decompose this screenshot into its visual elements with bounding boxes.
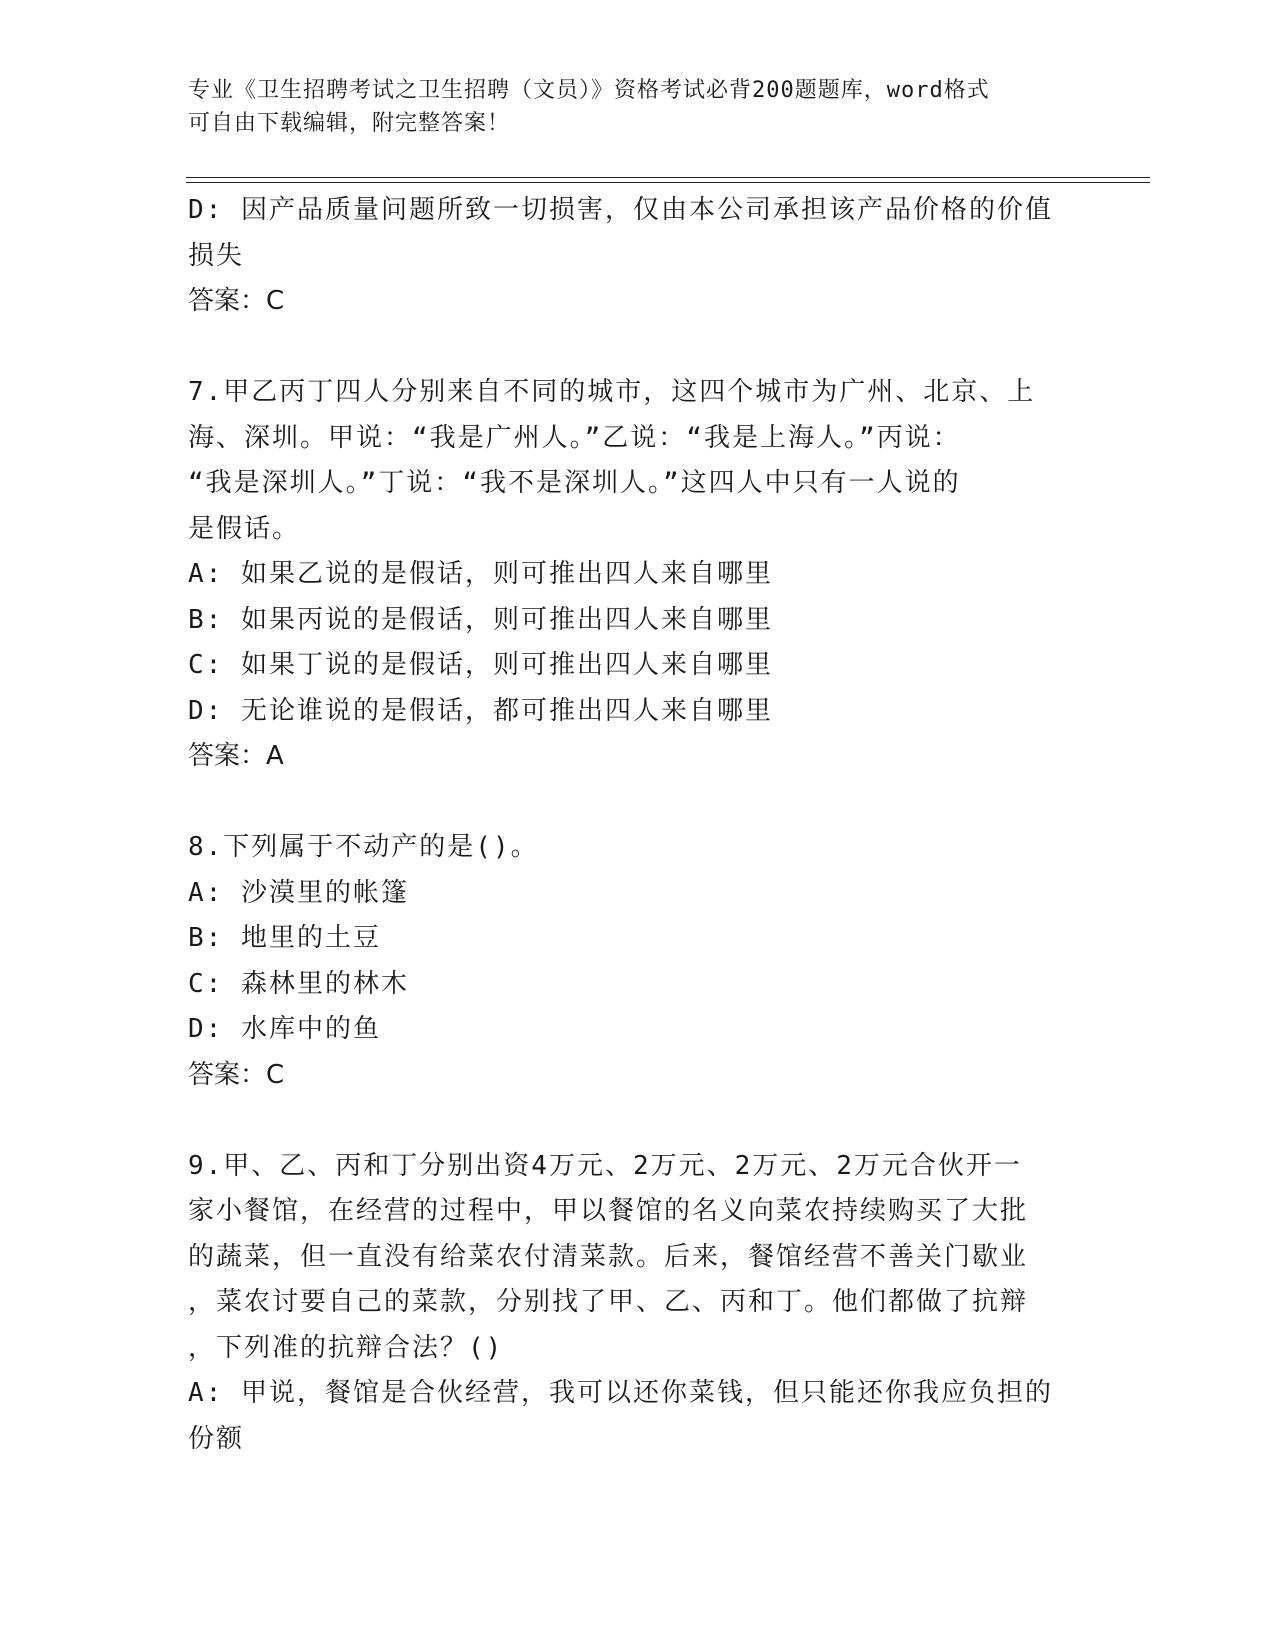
option-b: B: 如果丙说的是假话，则可推出四人来自哪里 <box>188 604 773 635</box>
question-8 <box>188 825 1088 1098</box>
option-a: A: 沙漠里的帐篷 <box>188 877 409 908</box>
option-d-line-1: D: 因产品质量问题所致一切损害，仅由本公司承担该产品价格的价值 <box>188 195 1053 225</box>
document-header <box>188 74 1068 140</box>
question-stem-line: 9.甲、乙、丙和丁分别出资4万元、2万元、2万元、2万元合伙开一 <box>188 1150 1022 1181</box>
answer-q8: 答案：C <box>188 1059 285 1090</box>
header-line-1: 专业《卫生招聘考试之卫生招聘（文员）》资格考试必背200题题库，word格式 <box>188 78 990 103</box>
spacer <box>188 325 1088 371</box>
question-stem-line: 7.甲乙丙丁四人分别来自不同的城市，这四个城市为广州、北京、上 <box>188 377 1036 407</box>
answer-q6: 答案：C <box>188 286 285 316</box>
option-c: C: 如果丁说的是假话，则可推出四人来自哪里 <box>188 650 773 680</box>
question-stem-line: 的蔬菜，但一直没有给菜农付清菜款。后来，餐馆经营不善关门歇业 <box>188 1241 1029 1272</box>
answer-q7: 答案：A <box>188 741 284 771</box>
header-divider-top <box>186 177 1150 178</box>
option-a-line-1: A: 甲说，餐馆是合伙经营，我可以还你菜钱，但只能还你我应负担的 <box>188 1378 1053 1408</box>
question-6-tail <box>188 188 1088 325</box>
header-line-2: 可自由下载编辑，附完整答案！ <box>188 111 511 136</box>
option-d: D: 无论谁说的是假话，都可推出四人来自哪里 <box>188 695 773 726</box>
question-stem-line: 是假话。 <box>188 513 301 544</box>
question-stem-line: 家小餐馆，在经营的过程中，甲以餐馆的名义向菜农持续购买了大批 <box>188 1196 1029 1226</box>
question-7 <box>188 370 1088 780</box>
spacer <box>188 1098 1088 1144</box>
option-b: B: 地里的土豆 <box>188 923 381 953</box>
option-c: C: 森林里的林木 <box>188 968 409 999</box>
spacer <box>188 780 1088 826</box>
question-stem-line: ，菜农讨要自己的菜款，分别找了甲、乙、丙和丁。他们都做了抗辩 <box>188 1287 1029 1317</box>
question-stem-line: “我是深圳人。”丁说：“我不是深圳人。”这四人中只有一人说的 <box>188 468 961 498</box>
option-d-line-2: 损失 <box>188 240 245 271</box>
header-divider-bottom <box>186 182 1150 183</box>
option-a-line-2: 份额 <box>188 1423 245 1454</box>
option-d: D: 水库中的鱼 <box>188 1014 381 1044</box>
document-body <box>188 188 1088 1462</box>
question-stem-line: ，下列准的抗辩合法？() <box>188 1332 504 1363</box>
option-a: A: 如果乙说的是假话，则可推出四人来自哪里 <box>188 559 773 589</box>
question-9 <box>188 1144 1088 1463</box>
question-stem-line: 海、深圳。甲说：“我是广州人。”乙说：“我是上海人。”丙说： <box>188 422 961 453</box>
question-stem-line: 8.下列属于不动产的是()。 <box>188 832 539 862</box>
